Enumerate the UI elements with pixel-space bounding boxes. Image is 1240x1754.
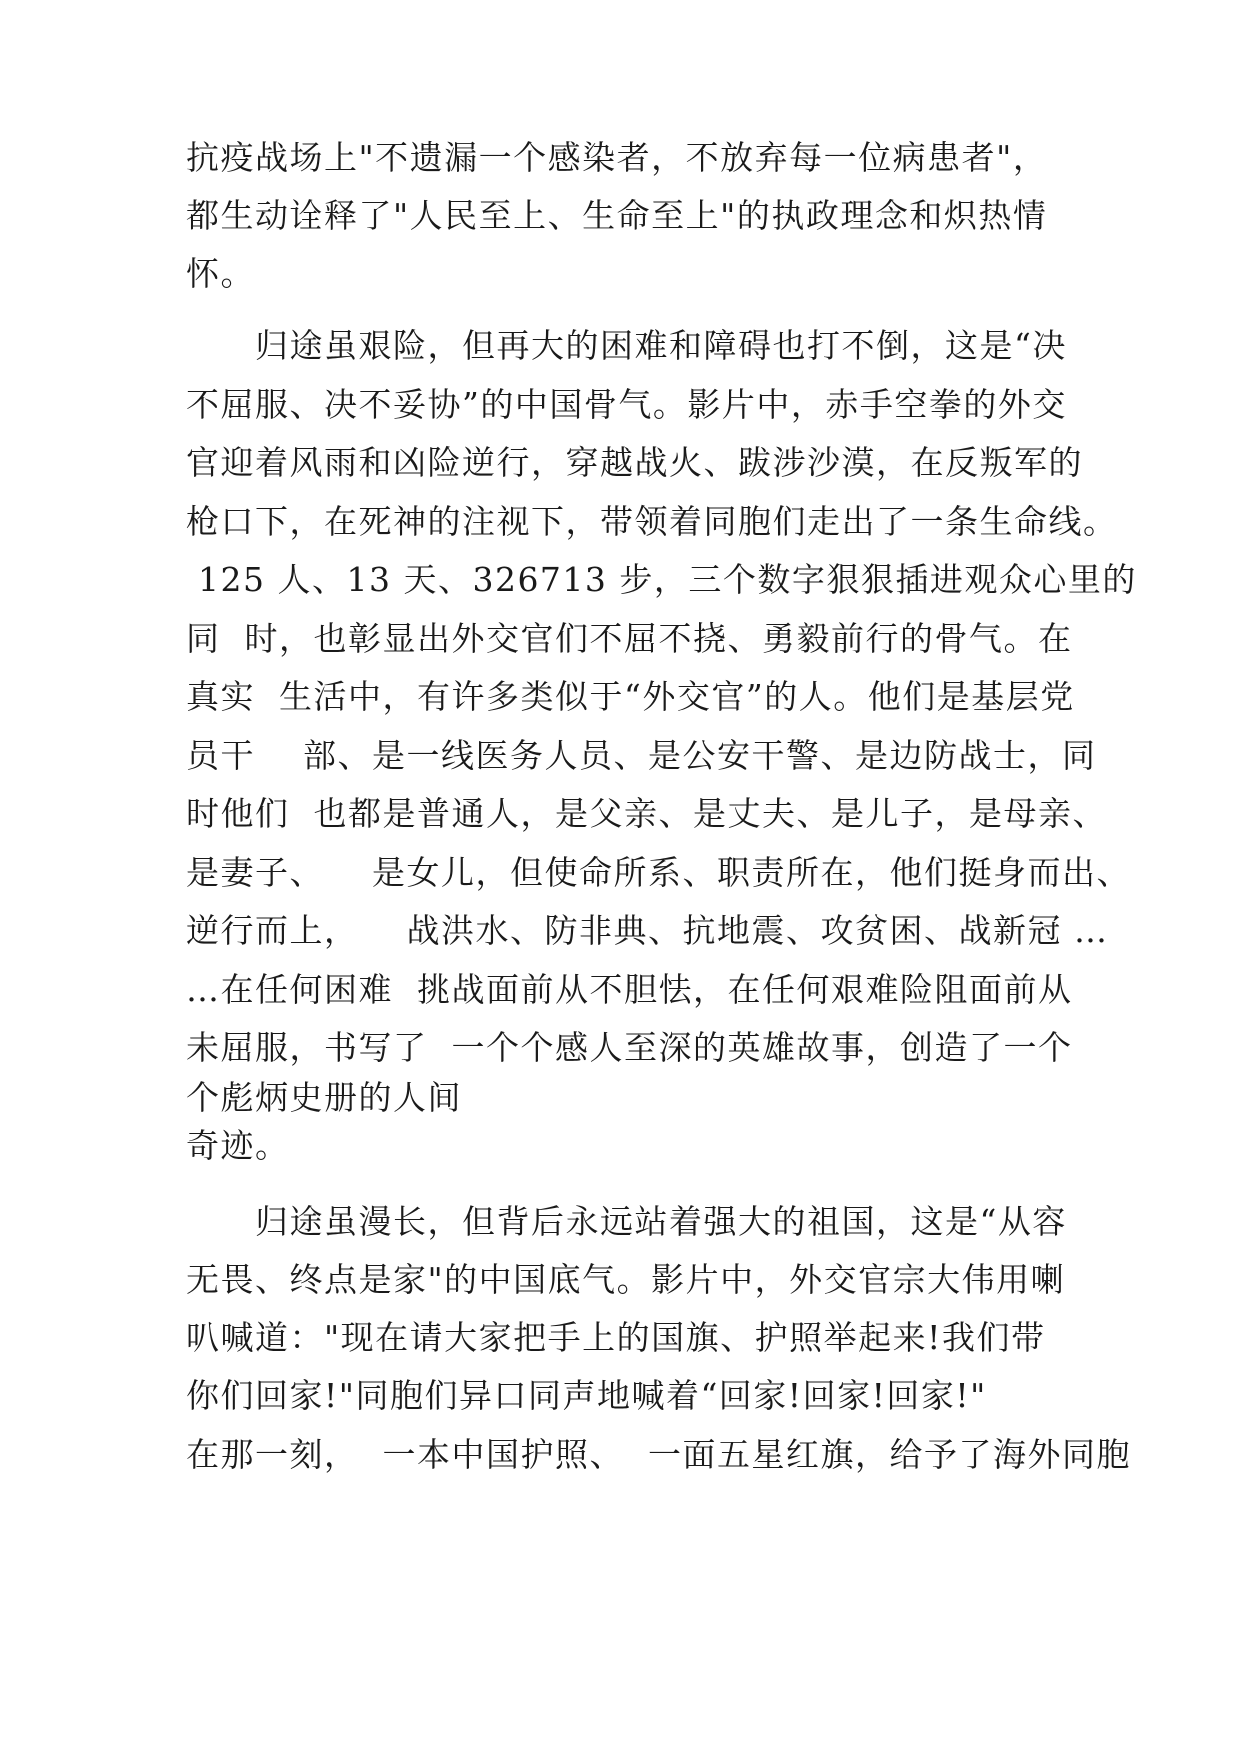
paragraph-start-line: 归途虽艰险，但再大的困难和障碍也打不倒，这是“决 xyxy=(186,326,1067,365)
text-line: 无畏、终点是家"的中国底气。影片中，外交官宗大伟用喇 xyxy=(186,1260,1066,1299)
text-line: 逆行而上， 战洪水、防非典、抗地震、攻贫困、战新冠 … xyxy=(186,911,1109,950)
text-line: 员干 部、是一线医务人员、是公安干警、是边防战士，同 xyxy=(186,736,1097,775)
text-line: 在那一刻， 一本中国护照、 一面五星红旗，给予了海外同胞 xyxy=(186,1435,1131,1474)
text-line: 未屈服，书写了 一个个感人至深的英雄故事，创造了一个 xyxy=(186,1028,1073,1067)
text-line: …在任何困难 挑战面前从不胆怯，在任何艰难险阻面前从 xyxy=(186,970,1073,1009)
text-line: 你们回家!"同胞们异口同声地喊着“回家!回家!回家!" xyxy=(186,1376,987,1415)
text-line: 官迎着风雨和凶险逆行，穿越战火、跋涉沙漠，在反叛军的 xyxy=(186,443,1083,482)
text-line: 是妻子、 是女儿，但使命所系、职责所在，他们挺身而出、 xyxy=(186,853,1131,892)
text-line: 枪口下，在死神的注视下，带领着同胞们走出了一条生命线。 xyxy=(186,502,1118,541)
text-line: 不屈服、决不妥协”的中国骨气。影片中，赤手空拳的外交 xyxy=(186,385,1067,424)
text-line: 叭喊道："现在请大家把手上的国旗、护照举起来!我们带 xyxy=(186,1318,1046,1357)
text-line: 时他们 也都是普通人，是父亲、是丈夫、是儿子，是母亲、 xyxy=(186,794,1107,833)
text-line: 抗疫战场上"不遗漏一个感染者，不放弃每一位病患者"， xyxy=(186,138,1048,177)
text-line: 都生动诠释了"人民至上、生命至上"的执政理念和炽热情 xyxy=(186,196,1048,235)
text-line: 真实 生活中，有许多类似于“外交官”的人。他们是基层党 xyxy=(186,677,1075,716)
text-line: 同 时，也彰显出外交官们不屈不挠、勇毅前行的骨气。在 xyxy=(186,619,1073,658)
text-line: 个彪炳史册的人间 xyxy=(186,1078,462,1117)
text-line: 奇迹。 xyxy=(186,1126,290,1165)
text-line: 125 人、13 天、326713 步，三个数字狠狠插进观众心里的 xyxy=(186,560,1137,599)
text-line: 怀。 xyxy=(186,254,255,293)
paragraph-start-line: 归途虽漫长，但背后永远站着强大的祖国，这是“从容 xyxy=(186,1202,1067,1241)
